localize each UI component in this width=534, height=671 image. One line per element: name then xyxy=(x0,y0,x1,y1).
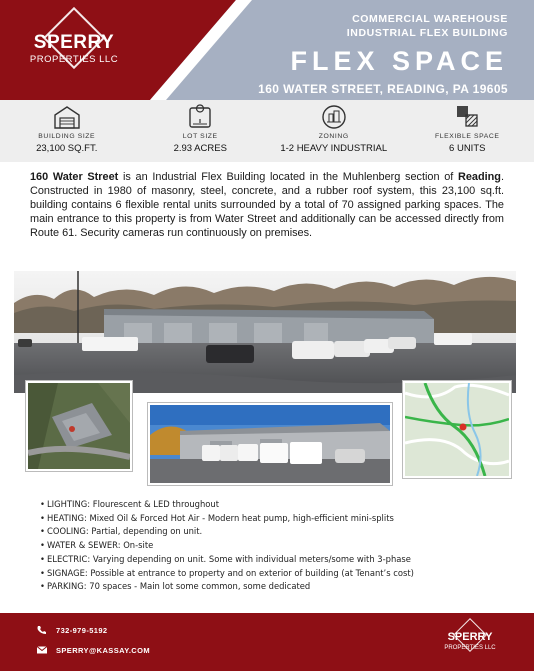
logo-subtitle: PROPERTIES LLC xyxy=(29,54,119,65)
stat-value: 2.93 ACRES xyxy=(173,143,227,154)
feature-text: COOLING: Partial, depending on unit. xyxy=(47,526,203,537)
property-features xyxy=(40,498,520,594)
feature-text: SIGNAGE: Possible at entrance to property and on exterior of building (at Tenant’s cost) xyxy=(47,567,414,578)
building-exterior-photo xyxy=(14,271,516,393)
location-map xyxy=(403,381,511,478)
bullet-icon: • xyxy=(40,581,45,592)
footer xyxy=(0,613,534,671)
stat-label: FLEXIBLE SPACE xyxy=(434,133,500,140)
description-city: Reading xyxy=(458,171,501,183)
lot-map-icon xyxy=(185,104,215,130)
bullet-icon: • xyxy=(40,567,45,578)
feature-text: PARKING: 70 spaces - Main lot some common, some dedicated xyxy=(47,581,311,592)
feature-text: ELECTRIC: Varying depending on unit. Some with individual meters/some with 3-phase xyxy=(47,553,411,564)
stat-zoning xyxy=(267,100,401,162)
aerial-photo xyxy=(26,381,132,471)
description-text-1: is an Industrial Flex Building located in the Muhlenberg section of xyxy=(118,171,458,183)
property-stats xyxy=(0,100,534,162)
description-text-2: . Constructed in 1980 of masonry, steel, concrete, and a rubber roof system, this 23,100 sq.ft. building contains 6 flexible rental units surrounded by a total of 70 assigned parking spaces. The main entrance to this property is from Water Street and additionally can be accessed directly from Route 61. Security cameras run continuously on premises. xyxy=(30,171,504,240)
stat-lot-size xyxy=(134,100,268,162)
stat-value: 6 UNITS xyxy=(449,143,486,154)
email-address: SPERRY@KASSAY.COM xyxy=(56,645,150,655)
stat-label: ZONING xyxy=(318,133,349,140)
phone-number: 732-979-5192 xyxy=(56,625,108,635)
stat-value: 1-2 HEAVY INDUSTRIAL xyxy=(280,143,388,154)
header-line-2: INDUSTRIAL FLEX BUILDING xyxy=(346,27,508,39)
sperry-logo xyxy=(22,12,130,82)
zoning-icon xyxy=(319,104,349,130)
stat-flexible-space xyxy=(401,100,534,162)
property-description xyxy=(30,170,504,240)
email-icon xyxy=(36,645,48,655)
feature-heating xyxy=(40,512,520,526)
footer-logo-subtitle: PROPERTIES LLC xyxy=(444,645,496,651)
feature-cooling xyxy=(40,525,520,539)
warehouse-icon xyxy=(52,104,82,130)
bullet-icon: • xyxy=(40,526,45,537)
logo-name: SPERRY xyxy=(33,32,115,53)
feature-text: WATER & SEWER: On-site xyxy=(47,540,154,551)
stat-label: BUILDING SIZE xyxy=(38,133,96,140)
flexible-space-icon xyxy=(452,104,482,130)
footer-logo-name: SPERRY xyxy=(447,631,493,643)
feature-text: HEATING: Mixed Oil & Forced Hot Air - Modern heat pump, high-efficient mini-splits xyxy=(47,512,394,523)
feature-text: LIGHTING: Flourescent & LED throughout xyxy=(47,499,219,509)
header-text xyxy=(258,12,508,96)
stat-building-size xyxy=(0,100,134,162)
bullet-icon: • xyxy=(40,553,45,564)
footer-email[interactable] xyxy=(36,645,150,655)
property-address: 160 WATER STREET, READING, PA 19605 xyxy=(258,82,508,96)
feature-electric xyxy=(40,553,520,567)
bullet-icon: • xyxy=(40,512,45,523)
feature-lighting xyxy=(40,498,520,512)
feature-signage xyxy=(40,567,520,581)
bullet-icon: • xyxy=(40,499,45,509)
phone-icon xyxy=(36,625,48,635)
stat-label: LOT SIZE xyxy=(182,133,218,140)
footer-sperry-logo xyxy=(440,619,500,663)
header-banner xyxy=(0,0,534,100)
feature-parking xyxy=(40,580,520,594)
header-line-1: COMMERCIAL WAREHOUSE xyxy=(352,13,508,25)
footer-phone[interactable] xyxy=(36,625,108,635)
bullet-icon: • xyxy=(40,540,45,551)
building-front-photo xyxy=(148,403,392,485)
feature-water-sewer xyxy=(40,539,520,553)
description-street: 160 Water Street xyxy=(30,171,119,183)
page-title: FLEX SPACE xyxy=(290,46,508,76)
stat-value: 23,100 SQ.FT. xyxy=(36,143,98,154)
